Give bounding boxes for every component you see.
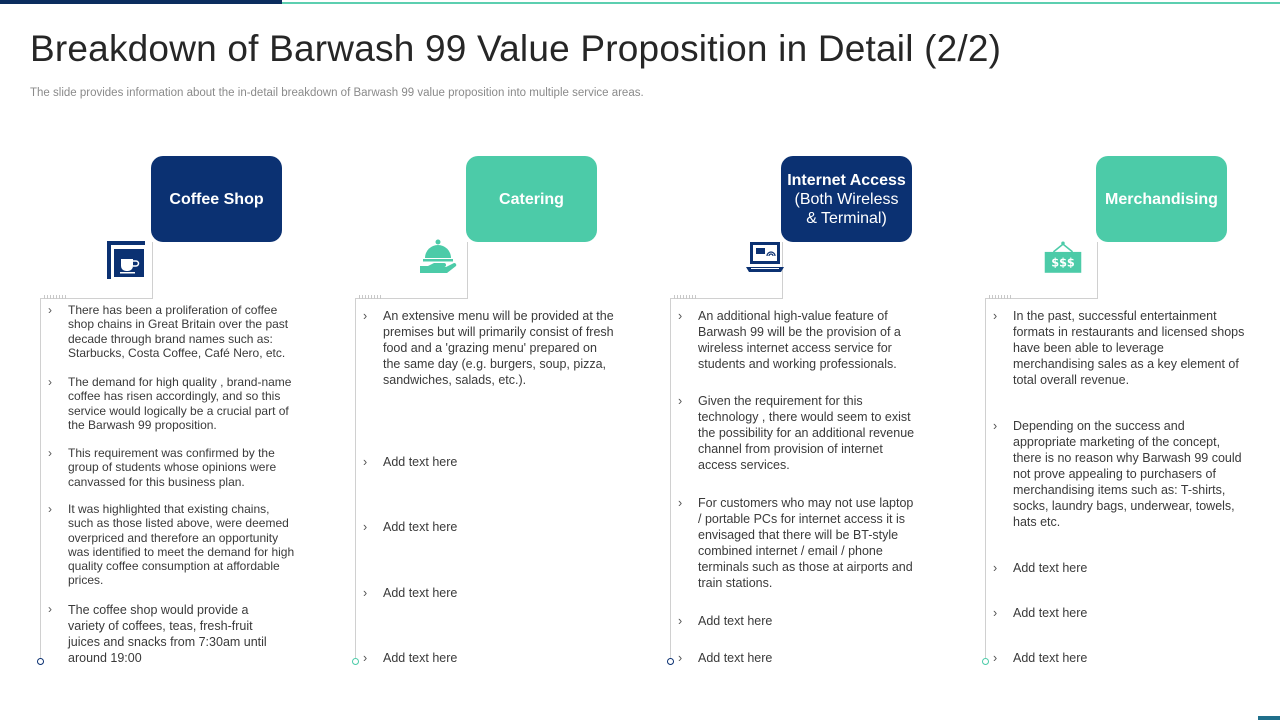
bullet-item: › Add text here — [680, 613, 930, 629]
dollar-sign-board-icon — [1043, 238, 1083, 278]
bullet-item: › For customers who may not use laptop / portable PCs for internet access it is envisaged that there will be BT-style combined internet / email / phone terminals such as those at airports and train stations. — [680, 495, 930, 591]
end-dot — [37, 658, 44, 665]
top-accent-bar-dark — [0, 0, 282, 4]
connector-line — [1097, 242, 1098, 298]
catering-cloche-icon — [418, 238, 458, 278]
column-coffee-shop — [30, 150, 310, 680]
vertical-rule — [40, 298, 41, 658]
column-merchandising — [975, 150, 1255, 680]
bullet-item: › Add text here — [680, 650, 930, 666]
end-dot — [667, 658, 674, 665]
laptop-internet-icon — [745, 238, 785, 278]
heading-box — [466, 156, 597, 242]
connector-line — [152, 242, 153, 298]
bullet-item: › This requirement was confirmed by the group of students whose opinions were canvassed for this business plan. — [50, 446, 300, 489]
bottom-accent-bar — [1258, 716, 1280, 720]
end-dot — [352, 658, 359, 665]
heading-label: Coffee Shop — [169, 190, 264, 208]
bullet-item: › An additional high-value feature of Barwash 99 will be the provision of a wireless internet access service for students and working professionals. — [680, 308, 930, 372]
heading-box — [781, 156, 912, 242]
column-catering — [345, 150, 625, 680]
top-accent-bar-light — [282, 2, 1280, 4]
connector-line — [467, 242, 468, 298]
heading-label: Merchandising — [1105, 190, 1218, 208]
heading-label: Catering — [499, 190, 564, 208]
tick-marks — [359, 295, 381, 299]
tick-marks — [989, 295, 1011, 299]
heading-box — [151, 156, 282, 242]
bullet-item: › Add text here — [365, 650, 615, 666]
vertical-rule — [670, 298, 671, 658]
heading-label: Internet Access — [787, 171, 906, 189]
tick-marks — [44, 295, 66, 299]
vertical-rule — [355, 298, 356, 658]
bullet-item: › Depending on the success and appropriate marketing of the concept, there is no reason why Barwash 99 could not prove appealing to purchasers of merchandising items such as: T-shirts, socks, laundry bags, underwear, towels, hats etc. — [995, 418, 1245, 530]
bullet-item: › Add text here — [365, 519, 615, 535]
bullet-item: › Add text here — [995, 650, 1245, 666]
bullet-item: › The coffee shop would provide a variety of coffees, teas, fresh-fruit juices and snacks from 7:30am until around 19:00 — [50, 602, 300, 666]
bullet-item: › It was highlighted that existing chains, such as those listed above, were deemed overpriced and therefore an opportunity was identified to meet the demand for high quality coffee consumption at affordable prices. — [50, 502, 300, 588]
bullet-item: › Given the requirement for this technology , there would seem to exist the possibility for an additional revenue channel from provision of internet access services. — [680, 393, 930, 473]
slide-subtitle: The slide provides information about the in-detail breakdown of Barwash 99 value proposition into multiple service areas. — [30, 87, 644, 99]
svg-text:$$$: $$$ — [1051, 256, 1075, 270]
column-internet-access — [660, 150, 940, 680]
bullet-item: › There has been a proliferation of coffee shop chains in Great Britain over the past decade through brand names such as: Starbucks, Costa Coffee, Café Nero, etc. — [50, 303, 300, 360]
end-dot — [982, 658, 989, 665]
bullet-item: › Add text here — [365, 585, 615, 601]
coffee-shop-icon — [106, 240, 146, 280]
bullet-item: › Add text here — [995, 560, 1245, 576]
bullet-item: › Add text here — [995, 605, 1245, 621]
slide-title: Breakdown of Barwash 99 Value Proposition in Detail (2/2) — [30, 28, 1002, 69]
bullet-item: › An extensive menu will be provided at the premises but will primarily consist of fresh food and a 'grazing menu' prepared on the same day (e.g. burgers, soup, pizza, sandwiches, salads, etc.). — [365, 308, 615, 388]
vertical-rule — [985, 298, 986, 658]
bullet-item: › In the past, successful entertainment formats in restaurants and licensed shops have been able to leverage merchandising sales as a key element of total overall revenue. — [995, 308, 1245, 388]
tick-marks — [674, 295, 696, 299]
heading-sublabel: (Both Wireless & Terminal) — [794, 190, 899, 227]
heading-box — [1096, 156, 1227, 242]
bullet-item: › The demand for high quality , brand-name coffee has risen accordingly, and so this service would logically be a crucial part of the Barwash 99 proposition. — [50, 375, 300, 432]
bullet-item: › Add text here — [365, 454, 615, 470]
